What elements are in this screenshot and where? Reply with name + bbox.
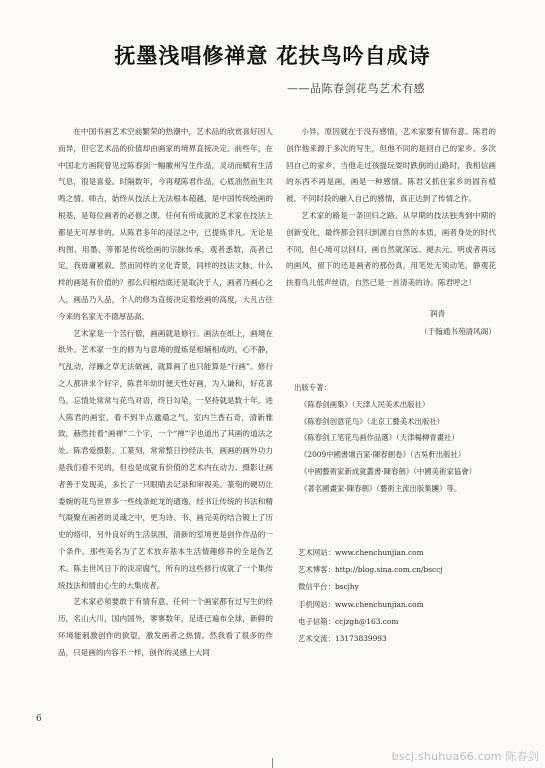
paragraph: 在中国书画艺术空前繁荣的热潮中，艺术品的欣赏喜好因人而异，但它艺术品的价值却由画家的境界直接决定。前些年，在中国北方画院曾见过陈春剑一幅徽州写生作品，灵动而赋有生活气息，很是喜爱。时隔数年，今再观陈君作品，心底油然而生共鸣之情。师古，始终从技法上无法根本超越，是中国传统绘画的根基，是每位画者的必修之课。任何有所成就的艺术家在技法上都是无可厚非的。从陈君多年的浸淫之中，已提炼非凡。无论是构图、用墨、等都是传统绘画的宗脉传承，观者悉数，高者已定，我毋庸累叙。然而同样的文化背景，同样的技法文脉，什么样的画是有价值的？那么归根结底还是取决于人，画者乃画心之人，画品乃人品，个人的修为直接决定着绘画的高度，大凡古往今来的名家无不德厚品高。: [58, 127, 273, 321]
publication-item: 《中國藝術家新成就叢書·陳春劍》（中國美術家協會）: [300, 466, 477, 476]
article-title: 抚墨浅唱修禅意 花扶鸟吟自成诗: [114, 44, 431, 68]
publication-item: 《2009中國書壇百家·陳春劍卷》（古吳軒出版社）: [300, 450, 466, 460]
signature-name: 润青: [430, 309, 446, 318]
paragraph: 艺术家是一个苦行僧，画画就是修行。画法在纸上，画境在纸外。艺术家一生的修为与意境的提炼是相辅相成的，心不静，气乱动，浮躁之草无法做画，就算画了也只能算是“行画”。修行之人都讲求个好字，陈君年幼时便天性好画，为人谦和，好花喜鸟，忘情处常常与花鸟对语，终日勾染，一坚持就是数十年，进入陈君的画室，看不到半点邋遢之气，室内兰香石奇，清新雅致，赫然挂着“画禅”二个字，一个“禅”字也道出了其画的道法之处。陈君爱摄影、工篆刻，常常整日抄经法书，画画的画外功力是我们看不见的，但也是成就有价值的艺术内在动力。摄影让画者善于发现美，多长了一只眼睛去记录和审视美。篆刻的硬功让委婉的花鸟世界多一些线条蛇龙的遒逸，经书让传统的书法和精气凝聚在画者的灵魂之中，更为诗、书、画完美的结合镀上了历史的烙印，另外良好的生活氛围，清新的室境更是创作作品的一个条件。那些美名为了艺术放弃基本生活情趣修养的全是伪艺术。陈圭世风日下的淡凉腐气，所有的这些修行成就了一个集传统技法和情由心生的大集成者。: [58, 328, 273, 590]
contact-mobile-site: 手机网站：www.chenchunjian.com: [298, 599, 424, 609]
publication-item: 《著名國畫家·陳春劍》（藝術主流出版集團）等。: [300, 483, 462, 493]
paragraph: 小异，原因就在于没有感情，艺术家要有情有意。陈君的创作他来源于多次的写生，但他不同的是回自己的家乡。多次回自己的家乡，当他走过孩提玩耍时跌倒的山路时，我相信画的东西不再是画，画是一种感情。陈君又抓住家乡的固有植被，不同时段的融入自己的感情，真正达到了传情之作。: [286, 127, 496, 204]
contact-email: 电子信箱：ccjzgh@163.com: [298, 616, 399, 626]
publication-item: 《陈春剑画集》（天津人民美术出版社）: [300, 399, 430, 409]
publication-item: 《陈春剑创意花鸟》（北京工藝美术出版社）: [300, 416, 445, 426]
paragraph: 艺术家的路是一条回归之路。从早期的技法独秀到中期的创新变化，最终都会回归到源自自然的本质，画者身处的时代不同，但心境可以回归，画自然就深远。褪去元、明或者再远的画风，留下的还是画者的那份真，用笔处无须动笔，静观花扶着鸟儿低声丝语，自然已是一首清美的诗。陈君呼之！: [286, 210, 496, 288]
contact-website: 艺术网站：www.chenchunjian.com: [298, 548, 424, 557]
publication-list: [294, 380, 504, 498]
contact-phone: 艺术交流：13173839993: [298, 634, 387, 644]
left-column: [58, 124, 273, 662]
site-watermark: bscj.shuhua66.com 陈春剑: [391, 750, 539, 763]
page-number: 6: [36, 714, 42, 724]
publication-item: 《陈春剑工笔花鸟画作品選》（天津楊柳青畫社）: [300, 433, 459, 443]
right-column: [286, 124, 496, 292]
article-subtitle: ——品陈春剑花鸟艺术有感: [287, 82, 425, 95]
contact-list: [298, 544, 443, 647]
fold-mark: [272, 758, 273, 768]
contact-blog: 艺术博客：http://blog.sina.com.cn/bsccj: [298, 565, 443, 575]
paragraph: 艺术家必须要敢于有情有意。任何一个画家都有过写生的经历，名山大川，国内国外，寥寥数年，足迹已遍布全球，新鲜的环境能刺激创作的欲望，激发画者之热情。然我看了很多的作品，只是画的内容不一样，创作的灵感上大同: [58, 597, 273, 657]
signature-place: （于翰通书苑清风阁）: [420, 327, 496, 336]
contact-wechat: 微信平台：bscjhy: [298, 582, 359, 592]
publication-heading: 出版专著：: [294, 383, 331, 392]
